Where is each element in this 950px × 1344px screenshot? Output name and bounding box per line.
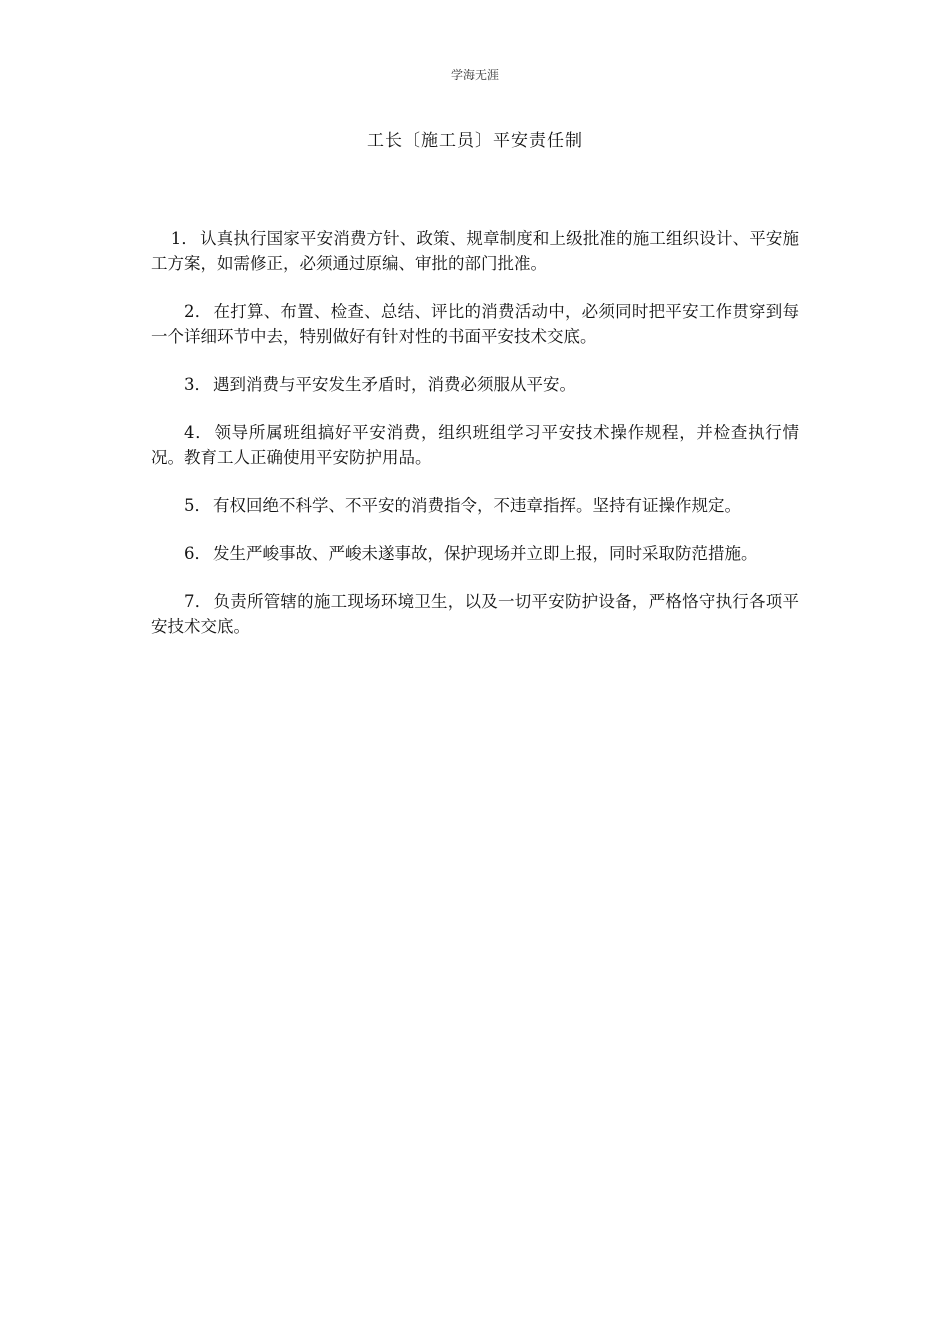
paragraph-2 bbox=[151, 299, 799, 349]
item-text: 领导所属班组搞好平安消费，组织班组学习平安技术操作规程，并检查执行情况。教育工人正确使用平安防护用品。 bbox=[151, 423, 800, 467]
item-text: 发生严峻事故、严峻未遂事故，保护现场并立即上报，同时采取防范措施。 bbox=[213, 544, 758, 563]
item-text: 遇到消费与平安发生矛盾时，消费必须服从平安。 bbox=[213, 375, 576, 394]
item-number: 2． bbox=[184, 302, 212, 321]
paragraph-5 bbox=[151, 493, 799, 518]
item-text: 负责所管辖的施工现场环境卫生，以及一切平安防护设备，严格恪守执行各项平安技术交底。 bbox=[151, 592, 800, 636]
item-number: 3． bbox=[184, 375, 211, 394]
document-title: 工长〔施工员〕平安责任制 bbox=[367, 131, 583, 151]
item-text: 有权回绝不科学、不平安的消费指令，不违章指挥。坚持有证操作规定。 bbox=[213, 496, 741, 515]
item-text: 在打算、布置、检查、总结、评比的消费活动中，必须同时把平安工作贯穿到每一个详细环节中去，特别做好有针对性的书面平安技术交底。 bbox=[151, 302, 800, 346]
item-number: 7． bbox=[184, 592, 212, 611]
item-number: 4． bbox=[184, 423, 213, 442]
item-number: 6． bbox=[184, 544, 211, 563]
item-text: 认真执行国家平安消费方针、政策、规章制度和上级批准的施工组织设计、平安施工方案，如需修正，必须通过原编、审批的部门批准。 bbox=[151, 229, 799, 273]
paragraph-1 bbox=[151, 226, 799, 276]
document-body bbox=[151, 226, 799, 662]
item-number: 5． bbox=[184, 496, 211, 515]
paragraph-6 bbox=[151, 541, 799, 566]
paragraph-4 bbox=[151, 420, 799, 470]
item-number: 1． bbox=[170, 229, 199, 248]
page-header: 学海无涯 bbox=[450, 68, 499, 82]
paragraph-3 bbox=[151, 372, 799, 397]
paragraph-7 bbox=[151, 589, 799, 639]
